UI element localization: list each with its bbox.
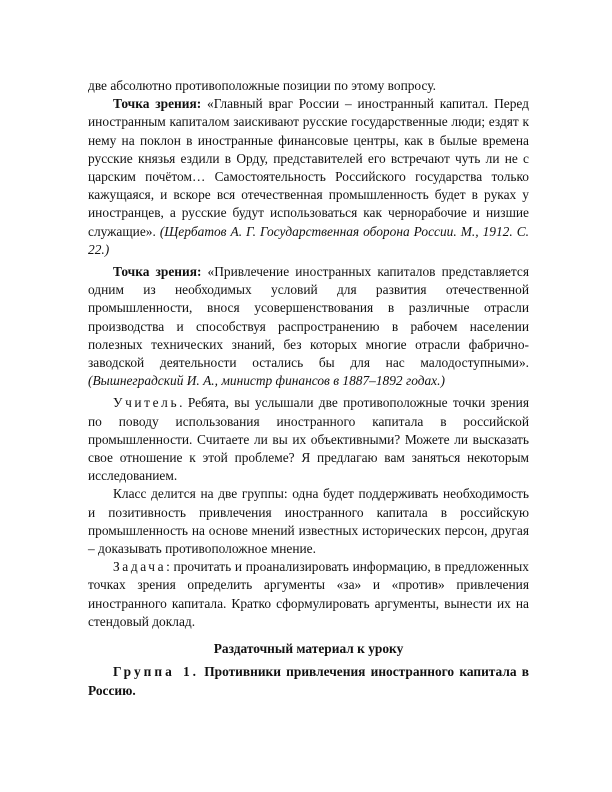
- intro-paragraph: две абсолютно противоположные позиции по этому вопросу.: [88, 78, 436, 93]
- task-paragraph: [88, 558, 529, 631]
- viewpoint-1-source: (Щербатов А. Г. Государственная оборона России. М., 1912. С. 22.): [88, 223, 530, 257]
- group-1-text: Противники привлечения иностранного капитала в Россию.: [88, 664, 529, 698]
- group-1-paragraph: [88, 663, 529, 699]
- viewpoint-2-quote: «Привлечение иностранных капиталов представляется одним из необходимых условий для развития отечественной промышленности, внося усовершенствования в различные отрасли производства и способствуя распространению в рабочем населении полезных технических знаний, без которых многие отрасли фабрично-заводской деятельности остались бы для нас малодоступными».: [88, 264, 529, 371]
- teacher-label: Учитель: [113, 395, 180, 411]
- teacher-text: . Ребята, вы услышали две противоположные точки зрения по поводу использования иностранного капитала в российской промышленности. Считаете ли вы их объективными? Можете ли высказать свое отношение к этой проблеме? Я предлагаю вам заняться некоторым исследованием.: [88, 395, 529, 484]
- viewpoint-1-paragraph: [88, 95, 529, 259]
- class-paragraph: Класс делится на две группы: одна будет поддерживать необходимость и позитивность привлечения иностранного капитала в российскую промышленность на основе мнений известных исторических персон, другая – доказывать противоположное мнение.: [88, 486, 529, 557]
- viewpoint-1-quote: «Главный враг России – иностранный капитал. Перед иностранным капиталом заискивают русские государственные люди; ездят к нему на поклон в иностранные финансовые центры, как в былые времена русские князья ездили в Орду, представителей его встречают чуть ли не с царским почётом… Самостоятельность Российского государства только кажущаяся, и вскоре вся отечественная промышленность будет в руках у иностранцев, а русские будут использоваться как чернорабочие и низшие служащие».: [88, 96, 529, 239]
- task-text: : прочитать и проанализировать информацию, в предложенных точках зрения определить аргументы «за» и «против» привлечения иностранного капитала. Кратко сформулировать аргументы, вынести их на стендовый доклад.: [88, 559, 529, 629]
- handout-heading: Раздаточный материал к уроку: [213, 641, 404, 657]
- viewpoint-2-label: Точка зрения:: [113, 264, 202, 280]
- teacher-paragraph: [88, 394, 529, 485]
- viewpoint-2-paragraph: [88, 263, 529, 390]
- viewpoint-1-label: Точка зрения:: [113, 96, 202, 112]
- task-label: Задача: [113, 559, 167, 575]
- group-1-label: Группа 1.: [113, 664, 200, 680]
- viewpoint-2-source: (Вышнеградский И. А., министр финансов в 1887–1892 годах.): [88, 373, 445, 389]
